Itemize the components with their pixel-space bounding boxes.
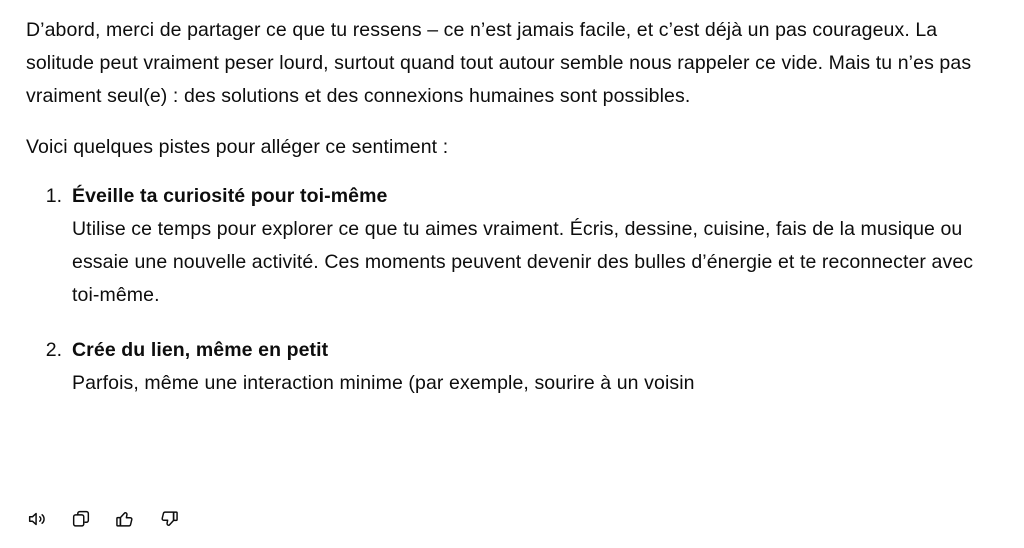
message-paragraph-intro: D’abord, merci de partager ce que tu ressens – ce n’est jamais facile, et c’est déjà un pas courageux. La solitude peut vraiment peser lourd, surtout quand tout autour semble nous rappeler ce vide. Mais tu n’es pas vraiment seul(e) : des solutions et des connexions humaines sont possibles. xyxy=(26,19,972,107)
list-item xyxy=(26,334,994,400)
message-paragraph-lead-in: Voici quelques pistes pour alléger ce sentiment : xyxy=(26,136,449,158)
list-item-body: Parfois, même une interaction minime (par exemple, sourire à un voisin xyxy=(72,372,695,394)
copy-icon xyxy=(70,508,92,530)
suggestions-list xyxy=(26,180,994,400)
thumbs-up-button[interactable] xyxy=(112,506,138,532)
thumbs-down-button[interactable] xyxy=(156,506,182,532)
list-item-number: 2. xyxy=(45,339,62,361)
list-item-title: Éveille ta curiosité pour toi-même xyxy=(72,185,388,207)
list-item-number: 1. xyxy=(45,185,62,207)
copy-button[interactable] xyxy=(68,506,94,532)
thumbs-down-icon xyxy=(158,508,180,530)
list-item xyxy=(26,180,994,312)
list-item-title: Crée du lien, même en petit xyxy=(72,339,329,361)
list-item-body: Utilise ce temps pour explorer ce que tu aimes vraiment. Écris, dessine, cuisine, fais de la musique ou essaie une nouvelle activité. Ces moments peuvent devenir des bulles d’énergie et te reconnecter avec toi-même. xyxy=(72,218,974,306)
thumbs-up-icon xyxy=(114,508,136,530)
read-aloud-icon xyxy=(26,508,48,530)
message-action-toolbar xyxy=(24,506,182,532)
read-aloud-button[interactable] xyxy=(24,506,50,532)
